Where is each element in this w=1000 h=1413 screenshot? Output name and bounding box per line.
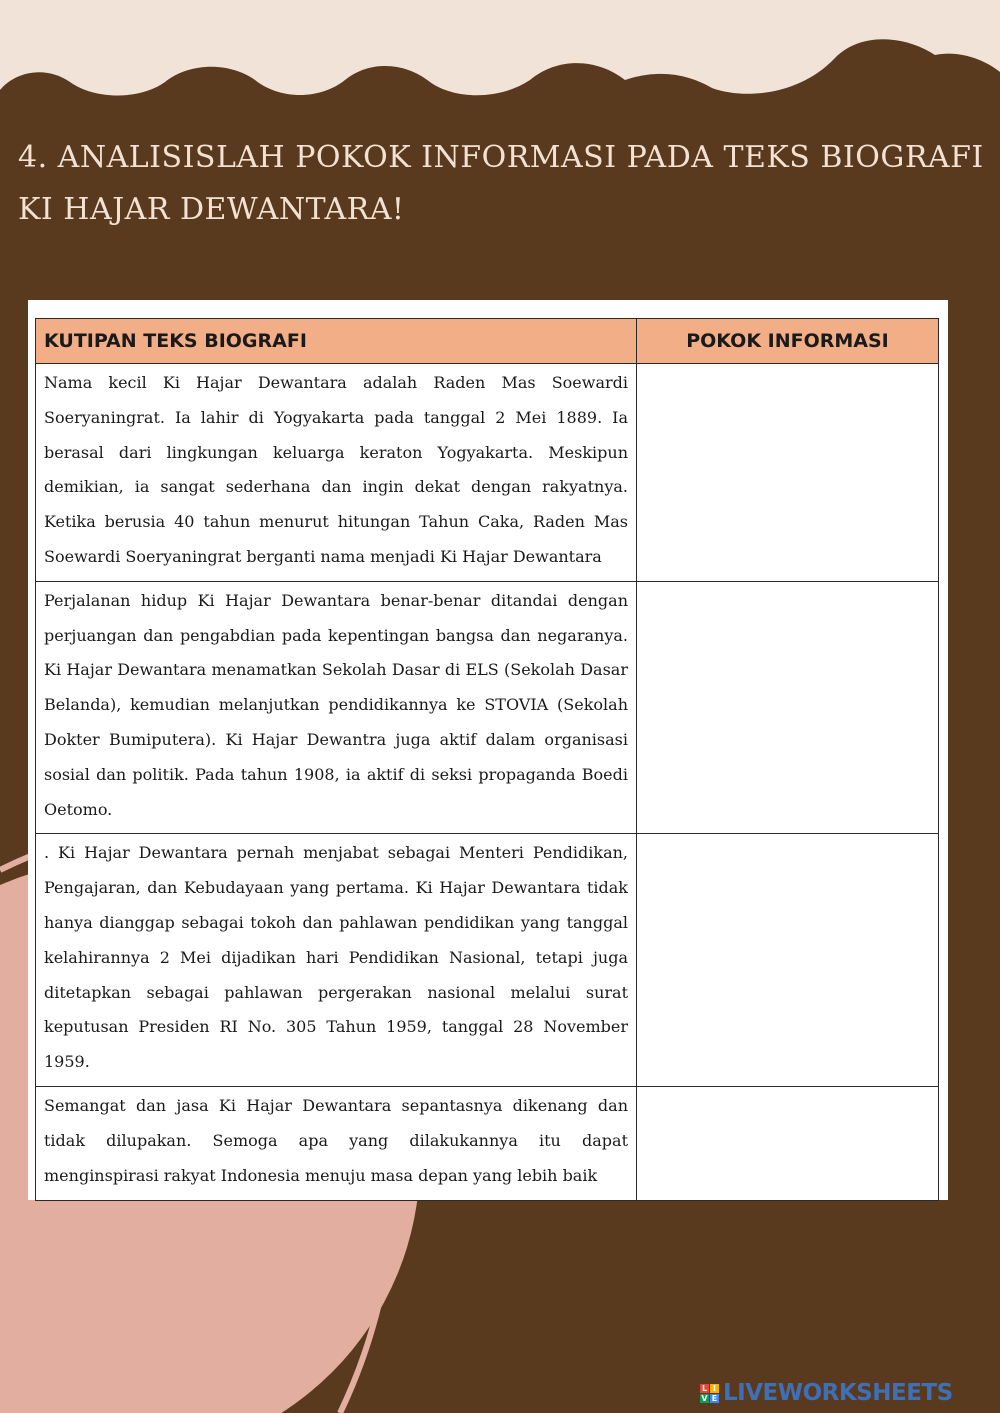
quote-cell: Semangat dan jasa Ki Hajar Dewantara sepantasnya dikenang dan tidak dilupakan. Semoga apa yang dilakukannya itu dapat menginspirasi rakyat Indonesia menuju masa depan yang lebih baik: [36, 1087, 637, 1200]
quote-cell: . Ki Hajar Dewantara pernah menjabat sebagai Menteri Pendidikan, Pengajaran, dan Kebudayaan yang pertama. Ki Hajar Dewantara tidak hanya dianggap sebagai tokoh dan pahlawan pendidikan yang tanggal kelahirannya 2 Mei dijadikan hari Pendidikan Nasional, tetapi juga ditetapkan sebagai pahlawan pergerakan nasional melalui surat keputusan Presiden RI No. 305 Tahun 1959, tanggal 28 November 1959.: [36, 834, 637, 1087]
quote-cell: Nama kecil Ki Hajar Dewantara adalah Raden Mas Soewardi Soeryaningrat. Ia lahir di Yogyakarta pada tanggal 2 Mei 1889. Ia berasal dari lingkungan keluarga keraton Yogyakarta. Meskipun demikian, ia sangat sederhana dan ingin dekat dengan rakyatnya. Ketika berusia 40 tahun menurut hitungan Tahun Caka, Raden Mas Soewardi Soeryaningrat berganti nama menjadi Ki Hajar Dewantara: [36, 364, 637, 582]
worksheet-panel: [28, 300, 948, 1200]
header-pokok-informasi: POKOK INFORMASI: [637, 319, 939, 364]
table-row: [36, 581, 939, 834]
biography-table: [35, 318, 939, 1201]
answer-cell-4[interactable]: [637, 1087, 939, 1200]
page-title-line-1: 4. ANALISISLAH POKOK INFORMASI PADA TEKS BIOGRAFI: [18, 140, 984, 175]
table-row: [36, 1087, 939, 1200]
liveworksheets-logo-icon: L I V E: [701, 1383, 718, 1403]
answer-cell-3[interactable]: [637, 834, 939, 1087]
page-title: [18, 132, 984, 236]
page-title-line-2: KI HAJAR DEWANTARA!: [18, 192, 405, 227]
header-kutipan: KUTIPAN TEKS BIOGRAFI: [36, 319, 637, 364]
answer-cell-1[interactable]: [637, 364, 939, 582]
liveworksheets-logo: [700, 1380, 953, 1406]
table-row: [36, 834, 939, 1087]
answer-cell-2[interactable]: [637, 581, 939, 834]
liveworksheets-brand: LIVEWORKSHEETS: [723, 1380, 953, 1406]
table-header-row: [36, 319, 939, 364]
quote-cell: Perjalanan hidup Ki Hajar Dewantara benar-benar ditandai dengan perjuangan dan pengabdian pada kepentingan bangsa dan negaranya. Ki Hajar Dewantara menamatkan Sekolah Dasar di ELS (Sekolah Dasar Belanda), kemudian melanjutkan pendidikannya ke STOVIA (Sekolah Dokter Bumiputera). Ki Hajar Dewantra juga aktif dalam organisasi sosial dan politik. Pada tahun 1908, ia aktif di seksi propaganda Boedi Oetomo.: [36, 581, 637, 834]
table-row: [36, 364, 939, 582]
